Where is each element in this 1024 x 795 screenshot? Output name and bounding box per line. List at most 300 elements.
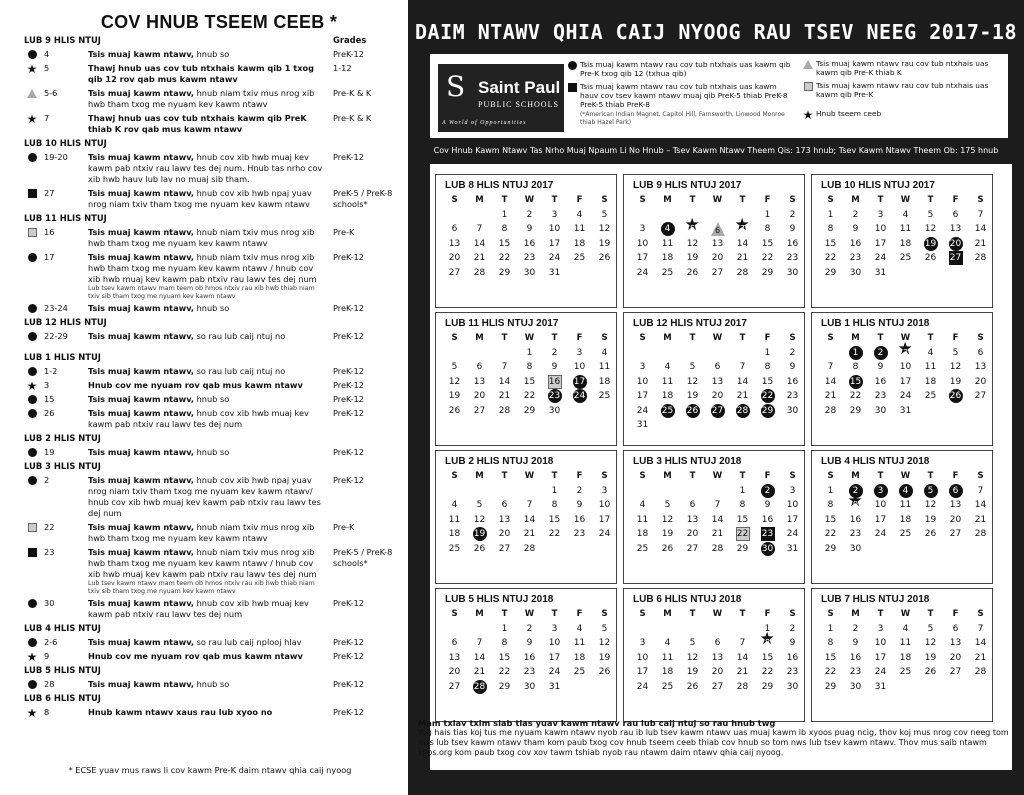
day-cell [868,636,893,651]
weekday-label: T [739,333,746,344]
day-number: 18 [661,391,674,402]
event-grade: PreK-12 [333,380,364,390]
day-number: 20 [711,253,724,264]
day-cell [755,542,780,557]
day-cell [843,665,868,680]
day-number: 10 [548,224,561,235]
day-number: 18 [636,529,649,540]
event-text: hnub niam txiv mus nrog xib hwb tham txog me nyuam kev kawm ntawv [88,227,315,248]
day-cell [843,404,868,419]
day-number: 4 [639,500,646,511]
symbol-cell [24,380,40,391]
day-number: 24 [636,681,649,692]
day-cell [968,527,993,542]
day-number: 9 [526,224,533,235]
day-number: 29 [736,543,749,554]
day-number: 20 [949,514,962,525]
day-number: 20 [949,238,962,249]
day-number: 1 [849,346,863,360]
day-number: 5 [927,209,934,220]
legend-box [430,54,1008,138]
day-number: 23 [849,667,862,678]
empty-day-cell [492,346,517,361]
day-cell [592,498,617,513]
month-calendar [811,312,993,446]
day-cell [442,636,467,651]
symbol-cell [24,152,40,162]
legend-item [564,82,794,127]
day-number: 15 [736,514,749,525]
empty-day-cell [630,484,655,499]
day-number: 9 [526,638,533,649]
event-bold-text: Tsis muaj kawm ntawv, [88,331,194,341]
day-number: 26 [686,681,699,692]
day-number: 10 [636,376,649,387]
weekday-label: W [524,471,535,482]
event-dates: 7 [44,113,50,123]
month-heading [24,461,396,472]
day-number: 22 [849,391,862,402]
day-number: 11 [899,224,912,235]
day-cell [542,375,567,390]
circle-icon [28,638,37,647]
day-cell [918,498,943,513]
symbol-cell [564,82,580,92]
day-number: 6 [952,209,959,220]
month-calendar-grid [812,607,992,694]
event-row [24,366,396,377]
day-cell [467,389,492,404]
day-cell [542,237,567,252]
day-number: 27 [498,543,511,554]
weekday-label: T [551,609,558,620]
day-cell [567,208,592,223]
day-number: 26 [686,405,699,416]
day-number: 4 [927,347,934,358]
empty-day-cell [467,346,492,361]
school-days-summary: Cov Hnub Kawm Ntawv Tas Nrho Muaj Npaum Li No Hnub – Tsev Kawm Ntawv Theem Qis: 173 hnub; Tsev Kawm Ntawv Theem Ob: 175 hnub [433,146,999,155]
day-cell [755,266,780,281]
day-cell [893,622,918,637]
day-cell [467,498,492,513]
day-number: 18 [899,514,912,525]
day-cell [730,251,755,266]
event-row [24,49,396,60]
event-description [88,88,333,110]
day-number: 9 [789,224,796,235]
legend-label: Tsis muaj kawm ntawv rau cov tub ntxhais uas kawm qib Pre-K thiab K [816,59,989,77]
day-number: 18 [899,238,912,249]
day-cell [630,266,655,281]
day-number: 29 [824,543,837,554]
weekday-label: M [663,195,672,206]
day-number: 23 [874,391,887,402]
day-number: 26 [686,267,699,278]
day-number: 14 [473,238,486,249]
day-cell [755,498,780,513]
day-cell [517,251,542,266]
symbol-cell [24,303,40,313]
day-number: 28 [473,267,486,278]
day-cell [893,346,918,361]
event-bold-text: Tsis muaj kawm ntawv, [88,637,194,647]
month-calendar [435,312,617,446]
event-bold-text: Hnub cov me nyuam rov qab mus kawm ntawv [88,651,303,661]
day-cell [517,208,542,223]
day-number: 11 [661,652,674,663]
day-number: 22 [761,391,774,402]
day-cell [818,527,843,542]
day-cell [780,680,805,695]
event-description [88,637,333,648]
day-cell [780,622,805,637]
month-heading [24,138,396,149]
day-number: 30 [849,681,862,692]
empty-day-cell [517,484,542,499]
day-number: 8 [827,638,834,649]
day-number: 6 [949,484,963,498]
day-cell [918,389,943,404]
month-calendar-title: LUB 7 HLIS NTUJ 2018 [821,594,930,605]
day-number: 14 [473,652,486,663]
day-number: 4 [576,623,583,634]
event-bold-text: Thawj hnub uas cov tub ntxhais kawm qib 1 txog qib 12 rov qab mus kawm ntawv [88,63,314,84]
day-cell [868,665,893,680]
day-number: 7 [977,485,984,496]
day-number-text: ★ 5 [689,224,696,234]
day-number: 11 [899,638,912,649]
event-grade: Pre-K & K [333,113,372,123]
day-cell [592,222,617,237]
day-number: 16 [786,376,799,387]
day-cell [655,266,680,281]
day-cell [843,542,868,557]
day-number: 18 [661,667,674,678]
day-cell [705,542,730,557]
empty-day-cell [442,208,467,223]
day-number: 2 [852,623,859,634]
day-number: 29 [761,405,774,416]
day-cell [780,404,805,419]
day-number: 21 [711,529,724,540]
day-number: 21 [736,667,749,678]
day-number: 5 [476,500,483,511]
event-dates: 22 [44,522,55,532]
weekday-label: T [739,471,746,482]
day-cell [492,208,517,223]
symbol-cell [24,408,40,418]
day-number: 18 [448,529,461,540]
day-cell [918,651,943,666]
legend-item [800,59,1002,77]
day-cell [868,680,893,695]
day-number: 7 [526,500,533,511]
event-grade: PreK-5 / PreK-8 schools* [333,188,393,209]
weekday-label: F [576,333,583,344]
day-cell [567,498,592,513]
month-calendar-grid [436,607,616,694]
day-number: 13 [711,238,724,249]
event-description [88,188,333,210]
day-number-text: ★ 9 [852,500,859,510]
weekday-label: F [576,609,583,620]
day-cell [442,542,467,557]
day-number: 27 [949,667,962,678]
event-row [24,522,396,544]
weekday-label: T [501,195,508,206]
day-number: 27 [711,405,724,416]
day-number: 16 [874,376,887,387]
symbol-cell [24,547,40,557]
month-calendar [811,588,993,722]
weekday-label: T [501,609,508,620]
weekday-label: T [739,609,746,620]
day-cell [542,404,567,419]
empty-day-cell [655,346,680,361]
day-number [736,222,750,236]
day-cell [567,360,592,375]
day-cell [567,513,592,528]
empty-day-cell [818,346,843,361]
day-cell [705,404,730,419]
day-number: 4 [664,638,671,649]
day-number: 22 [523,391,536,402]
day-cell [918,360,943,375]
symbol-cell [24,394,40,404]
day-cell [567,636,592,651]
weekday-label: S [601,609,608,620]
event-description [88,522,333,544]
day-cell [630,542,655,557]
day-number: 3 [551,209,558,220]
day-cell [517,622,542,637]
calendar-panel [408,0,1024,795]
event-description [88,113,333,135]
day-cell [442,389,467,404]
event-dates: 8 [44,707,50,717]
day-number: 16 [849,514,862,525]
day-number: 16 [786,238,799,249]
day-number: 31 [548,267,561,278]
day-number: 25 [899,253,912,264]
day-number: 14 [711,514,724,525]
day-cell [968,513,993,528]
day-number: 27 [974,391,987,402]
day-cell [868,360,893,375]
day-cell [492,266,517,281]
weekday-label: T [927,471,934,482]
day-number: 2 [526,623,533,634]
day-number: 18 [573,238,586,249]
day-number: 19 [686,391,699,402]
logo-sub: PUBLIC SCHOOLS [478,100,559,109]
day-cell [467,266,492,281]
day-cell [442,527,467,542]
symbol-cell [24,598,40,608]
day-number: 28 [974,253,987,264]
day-cell [780,665,805,680]
square-icon [568,83,577,92]
day-cell [918,527,943,542]
day-number: 26 [473,543,486,554]
day-cell [943,622,968,637]
month-calendar [435,174,617,308]
day-cell [680,513,705,528]
day-number: 29 [761,681,774,692]
day-cell [893,237,918,252]
day-cell [968,360,993,375]
day-number: 18 [661,253,674,264]
day-number: 23 [786,667,799,678]
day-number [761,636,775,650]
day-cell [818,498,843,513]
day-cell [655,360,680,375]
empty-day-cell [655,484,680,499]
day-cell [630,222,655,237]
day-number: 9 [764,500,771,511]
day-cell [868,527,893,542]
day-cell [592,513,617,528]
day-number: 13 [949,224,962,235]
event-bold-text: Tsis muaj kawm ntawv, [88,252,194,262]
star-icon: ★ [26,112,38,126]
day-cell [843,527,868,542]
gray-square-icon [28,228,37,237]
day-cell [893,251,918,266]
empty-day-cell [630,622,655,637]
event-text: hnub cov xib hwb muaj kev kawm pab ntxiv rau lawv tes dej num [88,598,309,619]
calendar-title: DAIM NTAWV QHIA CAIJ NYOOG RAU TSEV NEEG 2017-18 [415,20,1017,44]
event-text: hnub niam txiv mus nrog xib hwb tham txog me nyuam kev kawm ntawv / hnub cov xib hwb muaj kev kawm pab ntxiv rau lawv tes dej num [88,547,317,579]
day-cell [943,208,968,223]
month-calendar-title: LUB 6 HLIS NTUJ 2018 [633,594,742,605]
day-number: 5 [451,362,458,373]
circle-icon [28,476,37,485]
symbol-cell [24,679,40,689]
day-cell [467,542,492,557]
event-grade: 1-12 [333,63,352,73]
day-number: 26 [924,529,937,540]
day-cell [680,651,705,666]
day-cell [705,389,730,404]
weekday-label: M [475,471,484,482]
event-row [24,547,396,595]
day-cell [467,222,492,237]
day-number: 31 [636,420,649,431]
event-text: hnub so [193,447,230,457]
day-cell [868,404,893,419]
day-cell [680,636,705,651]
day-number: 10 [636,238,649,249]
day-cell [542,360,567,375]
day-cell [868,513,893,528]
day-number: 6 [451,638,458,649]
event-grade: PreK-12 [333,49,364,59]
info-note-text: Yog hais tias koj tus me nyuam kawm ntawv nyob rau ib lub tsev kawm ntawv uas muaj kawm ib xyoos puag ncig, thov koj mus nrog cov neeg tom nws lub tsev kawm ntawv tham kom paub txog cov hnub tseem ceeb thiab cov hnub so tom nws lub tsev kawm ntawv. Thov mus saib ntawm spps.org kom paub txog cov xov tawm tshiab nyob rau ntawm daim ntawv qhia caij nyoog. [418,728,1009,757]
weekday-label: T [877,195,884,206]
day-number: 24 [598,529,611,540]
day-number: 24 [786,529,799,540]
event-dates: 4 [44,49,50,59]
weekday-label: S [639,333,646,344]
day-number: 13 [448,238,461,249]
weekday-label: S [827,195,834,206]
weekday-label: W [712,471,723,482]
day-number: 15 [824,238,837,249]
day-number: 25 [573,253,586,264]
day-cell [467,404,492,419]
day-cell [492,389,517,404]
weekday-label: M [851,195,860,206]
weekday-label: T [551,471,558,482]
event-bold-text: Tsis muaj kawm ntawv, [88,227,194,237]
day-number: 4 [899,484,913,498]
day-cell [442,237,467,252]
day-number: 25 [661,681,674,692]
day-cell [755,346,780,361]
day-cell [868,651,893,666]
day-cell [818,651,843,666]
day-number: 10 [874,500,887,511]
day-number: 2 [789,347,796,358]
day-number: 17 [899,376,912,387]
day-cell [943,375,968,390]
gray-square-icon [28,523,37,532]
day-cell [780,208,805,223]
event-text: so rau lub caij nplooj hlav [193,637,302,647]
month-calendar-title: LUB 1 HLIS NTUJ 2018 [821,318,930,329]
info-note-title: Mam txiav txim siab tias yuav kawm ntawv rau lub caij ntuj so rau hnub twg [418,718,776,728]
triangle-icon [803,60,813,69]
legend-text [816,59,1002,77]
day-cell [968,222,993,237]
day-number: 11 [924,362,937,373]
day-number: 16 [548,376,561,387]
day-cell [918,375,943,390]
symbol-cell [800,109,816,120]
weekday-label: M [475,195,484,206]
weekday-label: S [977,333,984,344]
month-calendar-title: LUB 11 HLIS NTUJ 2017 [445,318,559,329]
day-cell [868,346,893,361]
month-label: LUB 2 HLIS NTUJ [24,433,101,443]
day-number: 25 [924,391,937,402]
day-number: 22 [824,253,837,264]
day-cell [542,222,567,237]
empty-day-cell [730,622,755,637]
day-cell [592,346,617,361]
weekday-label: T [689,471,696,482]
day-cell [630,404,655,419]
event-bold-text: Tsis muaj kawm ntawv, [88,88,194,98]
day-number: 22 [498,667,511,678]
day-number: 12 [661,514,674,525]
day-cell [442,222,467,237]
day-number: 6 [689,500,696,511]
day-number: 17 [548,652,561,663]
day-number: 3 [639,362,646,373]
day-cell [542,665,567,680]
day-cell [680,222,705,237]
day-number: 27 [949,529,962,540]
day-cell [655,222,680,237]
event-text: hnub niam txiv mus nrog xib hwb tham txog me nyuam kev kawm ntawv [88,522,315,543]
weekday-label: S [601,195,608,206]
weekday-label: W [900,333,911,344]
day-number: 18 [899,652,912,663]
day-cell [818,237,843,252]
event-row [24,88,396,110]
